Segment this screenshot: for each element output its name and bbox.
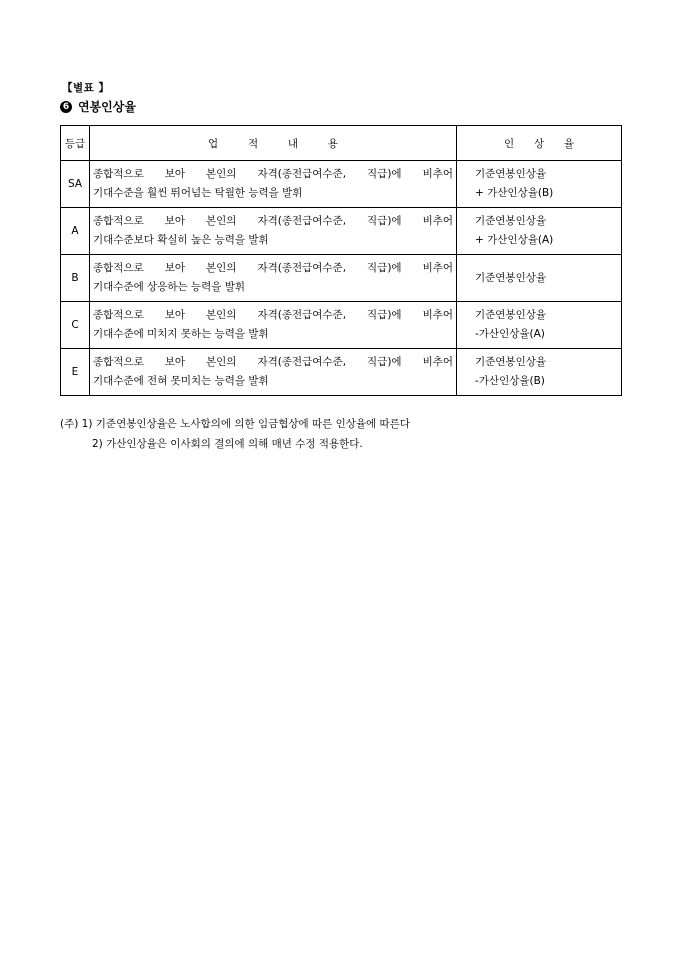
grade-cell: B [61,255,90,302]
rate-line: 기준연봉인상율 [475,271,547,284]
header-rate-char: 인 [504,137,515,150]
content-line: 종합적으로 보아 본인의 자격(종전급여수준, 직급)에 비추어 [93,168,453,180]
section-title: 연봉인상율 [78,100,136,114]
rate-line: + 가산인상율(A) [475,234,554,246]
content-line: 종합적으로 보아 본인의 자격(종전급여수준, 직급)에 비추어 [93,356,453,368]
content-line: 기대수준을 훨씬 뛰어넘는 탁월한 능력을 발휘 [93,187,303,199]
rate-cell [457,161,622,208]
grade-cell: SA [61,161,90,208]
rate-cell [457,302,622,349]
header-content [90,126,457,161]
footnote-1: (주) 1) 기준연봉인상율은 노사합의에 의한 임금협상에 따른 인상율에 따른다 [60,418,410,430]
appendix-label: 【별표 】 [62,82,110,94]
footnotes [60,414,410,454]
header-content-char: 용 [327,137,338,150]
rate-line: 기준연봉인상율 [475,309,547,321]
header-grade: 등급 [61,126,90,161]
content-line: 기대수준보다 확실히 높은 능력을 발휘 [93,234,269,246]
rate-line: + 가산인상율(B) [475,187,554,199]
table-row [61,161,622,208]
header-content-char: 적 [247,137,259,150]
rate-cell [457,349,622,396]
content-cell [90,349,457,396]
content-cell [90,302,457,349]
section-heading [60,98,136,115]
rate-line: 기준연봉인상율 [475,215,547,227]
rate-cell [457,208,622,255]
content-line: 기대수준에 전혀 못미치는 능력을 발휘 [93,375,269,387]
rate-line: -가산인상율(A) [475,328,545,340]
table-row [61,208,622,255]
header-content-char: 내 [287,137,299,150]
circled-number: 6 [60,101,72,113]
header-rate-char: 율 [563,137,574,150]
content-line: 종합적으로 보아 본인의 자격(종전급여수준, 직급)에 비추어 [93,215,453,227]
table-header-row [61,126,622,161]
rate-cell [457,255,622,302]
table-row [61,349,622,396]
grade-cell: E [61,349,90,396]
header-rate [457,126,622,161]
salary-increase-table [60,125,622,396]
content-cell [90,161,457,208]
content-line: 기대수준에 미치지 못하는 능력을 발휘 [93,328,269,340]
content-line: 종합적으로 보아 본인의 자격(종전급여수준, 직급)에 비추어 [93,262,453,274]
content-line: 종합적으로 보아 본인의 자격(종전급여수준, 직급)에 비추어 [93,309,453,321]
table-row [61,302,622,349]
content-line: 기대수준에 상응하는 능력을 발휘 [93,281,246,293]
rate-line: 기준연봉인상율 [475,168,547,180]
content-cell [90,208,457,255]
table-row [61,255,622,302]
rate-line: -가산인상율(B) [475,375,545,387]
grade-cell: C [61,302,90,349]
header-rate-char: 상 [533,137,545,150]
rate-line: 기준연봉인상율 [475,356,547,368]
grade-cell: A [61,208,90,255]
footnote-2: 2) 가산인상율은 이사회의 결의에 의해 매년 수정 적용한다. [92,438,363,450]
content-cell [90,255,457,302]
header-content-char: 업 [208,137,219,150]
